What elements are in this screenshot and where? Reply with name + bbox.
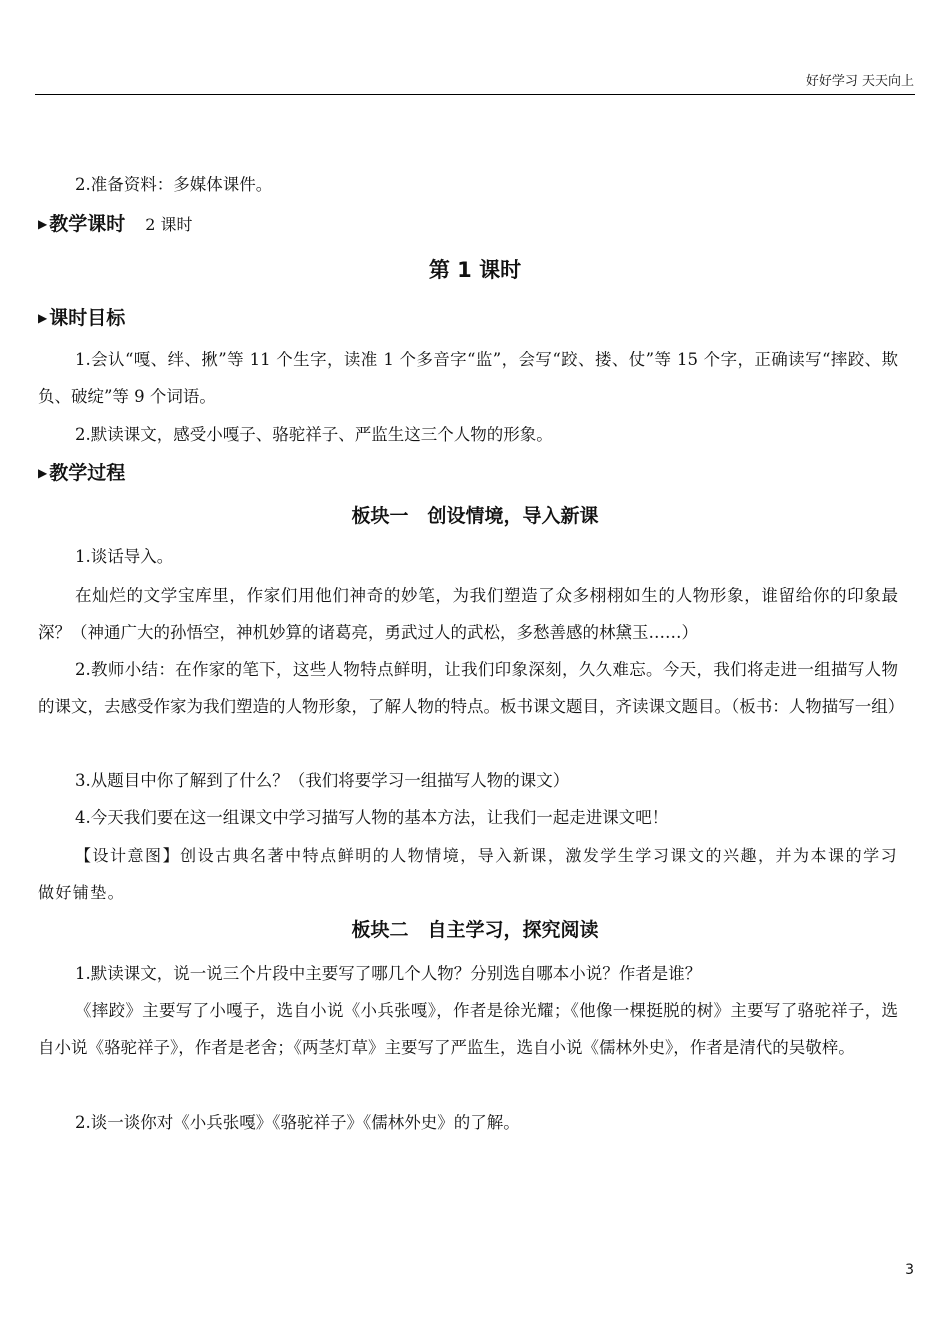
block1-para: 2.教师小结：在作家的笔下，这些人物特点鲜明，让我们印象深刻，久久难忘。今天，我们将走进一组描写人物的课文，去感受作家为我们塑造的人物形象，了解人物的特点。板书课文题目，齐读课文题目。（板书：人物描写一组） bbox=[38, 660, 905, 716]
header-divider bbox=[35, 94, 915, 95]
block2-title: 板块二 自主学习，探究阅读 bbox=[351, 919, 599, 941]
header-slogan: 好好学习 天天向上 bbox=[805, 74, 914, 89]
page-number: 3 bbox=[905, 1262, 914, 1278]
block2-para: 《摔跤》主要写了小嘎子，选自小说《小兵张嘎》，作者是徐光耀；《他像一棵挺脱的树》主要写了骆驼祥子，选自小说《骆驼祥子》，作者是老舍；《两茎灯草》主要写了严监生，选自小说《儒林外史》，作者是清代的吴敬梓。 bbox=[38, 1001, 898, 1057]
objective-item: 1.会认“嘎、绊、揪”等 11 个生字，读准 1 个多音字“监”，会写“跤、搂、仗”等 15 个字，正确读写“摔跤、欺负、破绽”等 9 个词语。 bbox=[38, 350, 898, 406]
prep-item-2: 2.准备资料：多媒体课件。 bbox=[75, 175, 273, 194]
block2-para: 1.默读课文，说一说三个片段中主要写了哪几个人物？分别选自哪本小说？作者是谁？ bbox=[75, 964, 702, 983]
process-heading bbox=[38, 458, 125, 490]
teaching-hours-label: 教学课时 bbox=[49, 213, 126, 235]
triangle-marker-icon: ▶ bbox=[38, 311, 48, 325]
objective-item: 2.默读课文，感受小嘎子、骆驼祥子、严监生这三个人物的形象。 bbox=[75, 425, 553, 444]
block1-title: 板块一 创设情境，导入新课 bbox=[351, 505, 599, 527]
objectives-heading bbox=[38, 303, 125, 335]
process-label: 教学过程 bbox=[49, 462, 126, 484]
block1-para: 1.谈话导入。 bbox=[75, 547, 174, 566]
triangle-marker-icon: ▶ bbox=[38, 466, 48, 480]
design-intent: 【设计意图】创设古典名著中特点鲜明的人物情境，导入新课，激发学生学习课文的兴趣，并为本课的学习做好铺垫。 bbox=[38, 846, 898, 902]
lesson-title: 第 1 课时 bbox=[428, 258, 522, 282]
block1-para: 3.从题目中你了解到了什么？（我们将要学习一组描写人物的课文） bbox=[75, 771, 570, 790]
triangle-marker-icon: ▶ bbox=[38, 217, 48, 231]
teaching-hours-heading bbox=[38, 209, 193, 241]
block1-para: 4.今天我们要在这一组课文中学习描写人物的基本方法，让我们一起走进课文吧！ bbox=[75, 808, 669, 827]
block2-para: 2.谈一谈你对《小兵张嘎》《骆驼祥子》《儒林外史》的了解。 bbox=[75, 1113, 520, 1132]
teaching-hours-value: 2 课时 bbox=[145, 215, 193, 234]
objectives-label: 课时目标 bbox=[49, 307, 126, 329]
block1-para: 在灿烂的文学宝库里，作家们用他们神奇的妙笔，为我们塑造了众多栩栩如生的人物形象，谁留给你的印象最深？（神通广大的孙悟空，神机妙算的诸葛亮，勇武过人的武松，多愁善感的林黛玉……） bbox=[38, 586, 898, 642]
